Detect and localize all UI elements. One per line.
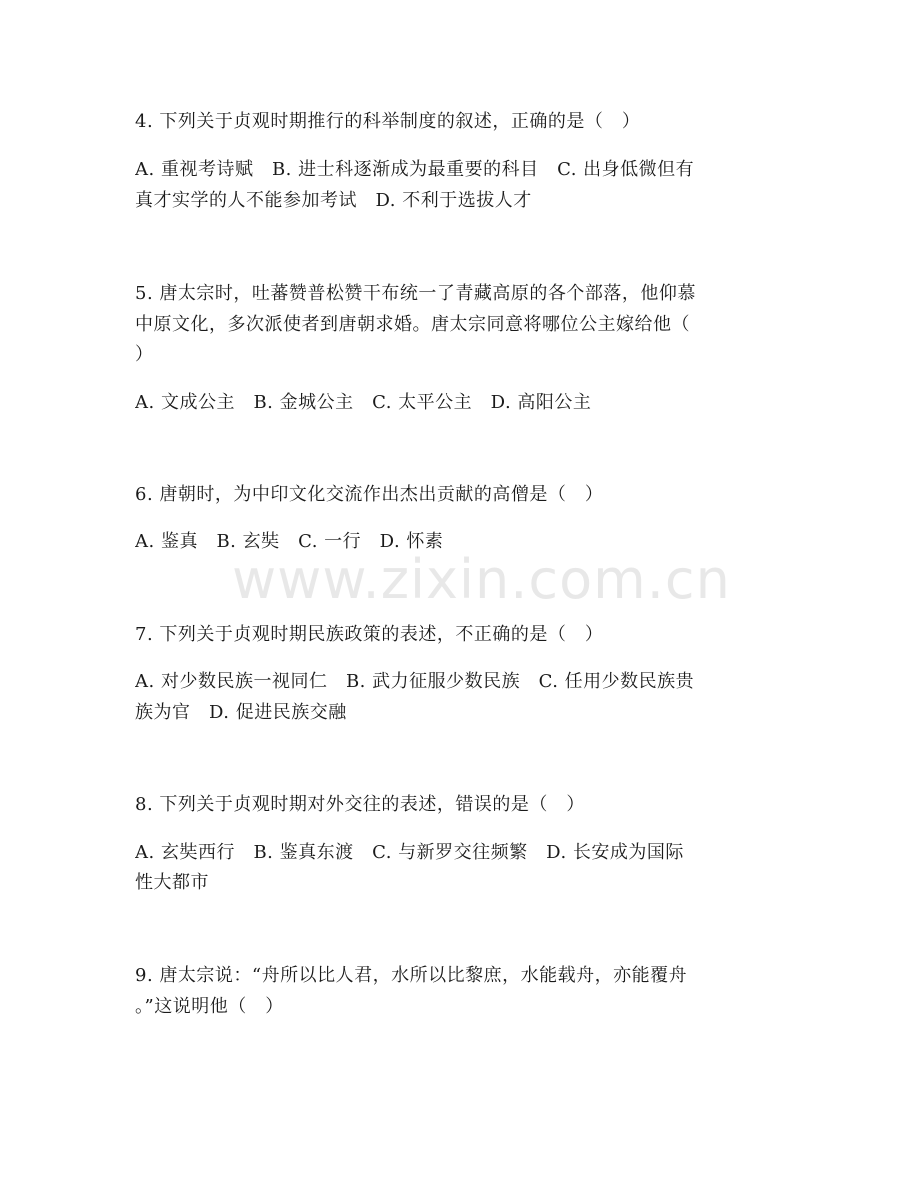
question-4-stem: 4. 下列关于贞观时期推行的科举制度的叙述，正确的是（ ） [135, 111, 641, 132]
question-5-options-line-1: A. 文成公主 B. 金城公主 C. 太平公主 D. 高阳公主 [135, 392, 592, 413]
question-7-options-line-2: 族为官 D. 促进民族交融 [135, 702, 347, 723]
question-9-stem-line-1: 9. 唐太宗说：“舟所以比人君，水所以比黎庶，水能载舟，亦能覆舟 [135, 965, 688, 986]
watermark-text: www.zixin.com.cn [232, 548, 731, 611]
question-5-stem-line-1: 5. 唐太宗时，吐蕃赞普松赞干布统一了青藏高原的各个部落，他仰慕 [135, 283, 696, 304]
question-4-options-line-1: A. 重视考诗赋 B. 进士科逐渐成为最重要的科目 C. 出身低微但有 [135, 159, 695, 180]
question-8-stem: 8. 下列关于贞观时期对外交往的表述，错误的是（ ） [135, 794, 585, 815]
question-6-stem: 6. 唐朝时，为中印文化交流作出杰出贡献的高僧是（ ） [135, 484, 604, 505]
question-8-options-line-2: 性大都市 [135, 872, 209, 893]
question-6-options-line-1: A. 鉴真 B. 玄奘 C. 一行 D. 怀素 [135, 531, 444, 552]
question-7-stem: 7. 下列关于贞观时期民族政策的表述，不正确的是（ ） [135, 624, 604, 645]
question-7-options-line-1: A. 对少数民族一视同仁 B. 武力征服少数民族 C. 任用少数民族贵 [135, 671, 695, 692]
question-4-options-line-2: 真才实学的人不能参加考试 D. 不利于选拔人才 [135, 190, 532, 211]
question-9-stem-line-2: 。”这说明他（ ） [135, 996, 284, 1017]
question-5-stem-line-2: 中原文化，多次派使者到唐朝求婚。唐太宗同意将哪位公主嫁给他（ [135, 314, 690, 335]
question-5-stem-line-3: ） [135, 344, 154, 365]
question-8-options-line-1: A. 玄奘西行 B. 鉴真东渡 C. 与新罗交往频繁 D. 长安成为国际 [135, 842, 684, 863]
